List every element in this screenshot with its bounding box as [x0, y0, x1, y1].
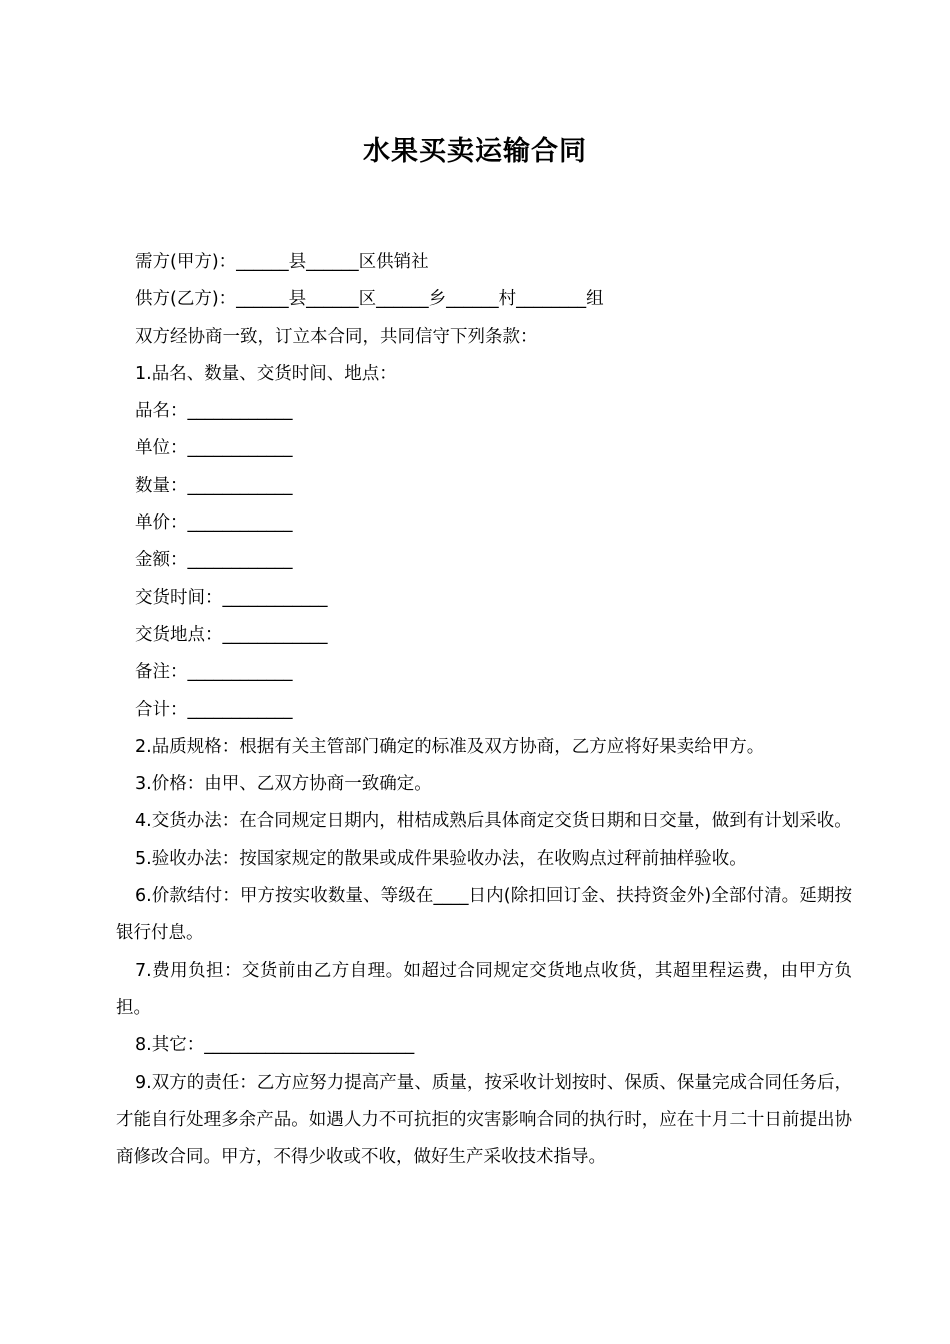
buyer-line: 需方(甲方)：______县______区供销社: [135, 252, 429, 272]
field-total: 合计：____________: [135, 699, 293, 720]
field-unit: 单位：____________: [135, 438, 293, 459]
clause-5-inspection: 5.验收办法：按国家规定的散果或成件果验收办法，在收购点过秤前抽样验收。: [135, 848, 747, 869]
field-unit-price: 单价：____________: [135, 513, 293, 534]
clause-8-other: 8.其它：________________________: [135, 1035, 415, 1056]
field-amount: 金额：____________: [135, 550, 293, 571]
clause-1-heading: 1.品名、数量、交货时间、地点：: [135, 363, 397, 384]
field-product-name: 品名：____________: [135, 401, 293, 422]
seller-line: 供方(乙方)：______县______区______乡______村________组: [135, 289, 604, 310]
contract-body: [116, 244, 852, 1176]
clause-9-responsibilities: 9.双方的责任：乙方应努力提高产量、质量，按采收计划按时、保质、保量完成合同任务后，才能自行处理多余产品。如遇人力不可抗拒的灾害影响合同的执行时，应在十月二十日前提出协商修改合同。甲方，不得少收或不收，做好生产采收技术指导。: [116, 1072, 852, 1168]
document-title: 水果买卖运输合同: [363, 136, 587, 167]
clause-6-payment: 6.价款结付：甲方按实收数量、等级在____日内(除扣回订金、扶持资金外)全部付清。延期按银行付息。: [116, 886, 852, 944]
field-delivery-place: 交货地点：____________: [135, 624, 328, 645]
clause-2-quality: 2.品质规格：根据有关主管部门确定的标准及双方协商，乙方应将好果卖给甲方。: [135, 736, 765, 757]
field-delivery-time: 交货时间：____________: [135, 587, 328, 608]
field-quantity: 数量：____________: [135, 475, 293, 496]
field-remarks: 备注：____________: [135, 662, 293, 683]
clause-3-price: 3.价格：由甲、乙双方协商一致确定。: [135, 774, 432, 795]
agreement-intro: 双方经协商一致，订立本合同，共同信守下列条款：: [135, 326, 538, 347]
clause-7-costs: 7.费用负担：交货前由乙方自理。如超过合同规定交货地点收货，其超里程运费，由甲方负担。: [116, 960, 852, 1018]
clause-4-delivery: 4.交货办法：在合同规定日期内，柑桔成熟后具体商定交货日期和日交量，做到有计划采收。: [135, 811, 852, 832]
